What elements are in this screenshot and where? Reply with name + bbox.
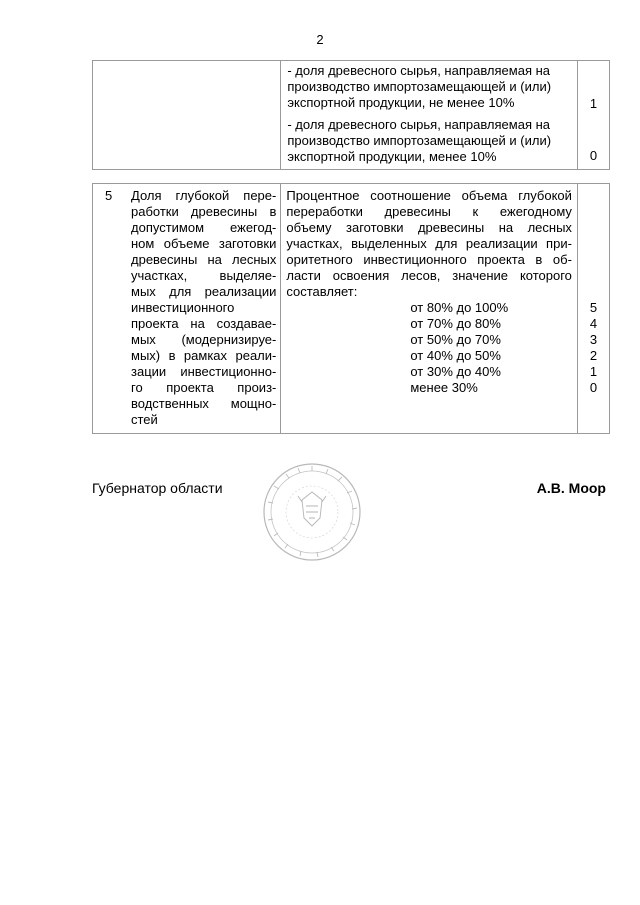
criteria-table-continued — [92, 60, 610, 170]
range-label: от 30% до 40% — [410, 364, 501, 379]
criterion-line: зации инвестиционно- — [131, 364, 277, 379]
text-line: экспортной продукции, менее 10% — [287, 149, 497, 164]
score-value: 2 — [589, 348, 598, 363]
description-line: составляет: — [286, 284, 358, 299]
score-value: 5 — [589, 300, 598, 315]
description-line: участках, выделенных для реализации при- — [286, 236, 572, 251]
description-line: оритетного инвестиционного проекта в об- — [286, 252, 572, 267]
description-line: ласти освоения лесов, значение которого — [286, 268, 572, 283]
score-value: 0 — [589, 148, 598, 163]
text-line: производство импортозамещающей и (или) — [287, 79, 552, 94]
criterion-cell — [93, 184, 281, 434]
option-text — [287, 117, 571, 165]
text-line: экспортной продукции, не менее 10% — [287, 95, 515, 110]
criterion-line: мых (модернизируе- — [131, 332, 277, 347]
option-text — [287, 63, 571, 111]
criterion-line: ном объеме заготовки — [131, 236, 277, 251]
score-value: 3 — [589, 332, 598, 347]
description-line: объему заготовки древесины на лесных — [286, 220, 572, 235]
criterion-line: инвестиционного — [131, 300, 235, 315]
criterion-line: древесины на лесных — [131, 252, 277, 267]
criteria-table — [92, 183, 610, 434]
range-label: от 70% до 80% — [410, 316, 501, 331]
range-label: от 40% до 50% — [410, 348, 501, 363]
score-value: 0 — [589, 380, 598, 395]
description-line: Процентное соотношение объема глубокой — [286, 188, 572, 203]
text-line: - доля древесного сырья, направляемая на — [287, 63, 551, 78]
range-label: менее 30% — [410, 380, 478, 395]
empty-criterion-cell — [93, 61, 281, 170]
description-cell — [281, 184, 578, 434]
score-value: 1 — [589, 364, 598, 379]
criterion-line: водственных мощно- — [131, 396, 277, 411]
signatory-name: А.В. Моор — [536, 480, 606, 496]
criterion-line: стей — [131, 412, 158, 427]
official-seal-icon — [262, 462, 362, 562]
criterion-line: мых для реализации — [131, 284, 277, 299]
text-line: - доля древесного сырья, направляемая на — [287, 117, 551, 132]
criterion-line: мых) в рамках реали- — [131, 348, 277, 363]
score-value: 4 — [589, 316, 598, 331]
description-line: переработки древесины к ежегодному — [286, 204, 572, 219]
text-line: производство импортозамещающей и (или) — [287, 133, 552, 148]
criterion-line: проекта на создавае- — [131, 316, 277, 331]
range-label: от 50% до 70% — [410, 332, 501, 347]
signatory-position: Губернатор области — [92, 480, 223, 496]
page-number: 2 — [316, 32, 324, 47]
criterion-line: допустимом ежегод- — [131, 220, 277, 235]
criterion-number: 5 — [105, 188, 113, 203]
criterion-line: Доля глубокой пере- — [131, 188, 277, 203]
score-value: 1 — [589, 96, 598, 111]
score-cell — [577, 184, 609, 434]
criterion-line: участках, выделяе- — [131, 268, 277, 283]
score-cell — [577, 61, 609, 170]
options-cell — [281, 61, 578, 170]
criterion-line: го проекта произ- — [131, 380, 277, 395]
criterion-line: работки древесины в — [131, 204, 277, 219]
range-label: от 80% до 100% — [410, 300, 509, 315]
